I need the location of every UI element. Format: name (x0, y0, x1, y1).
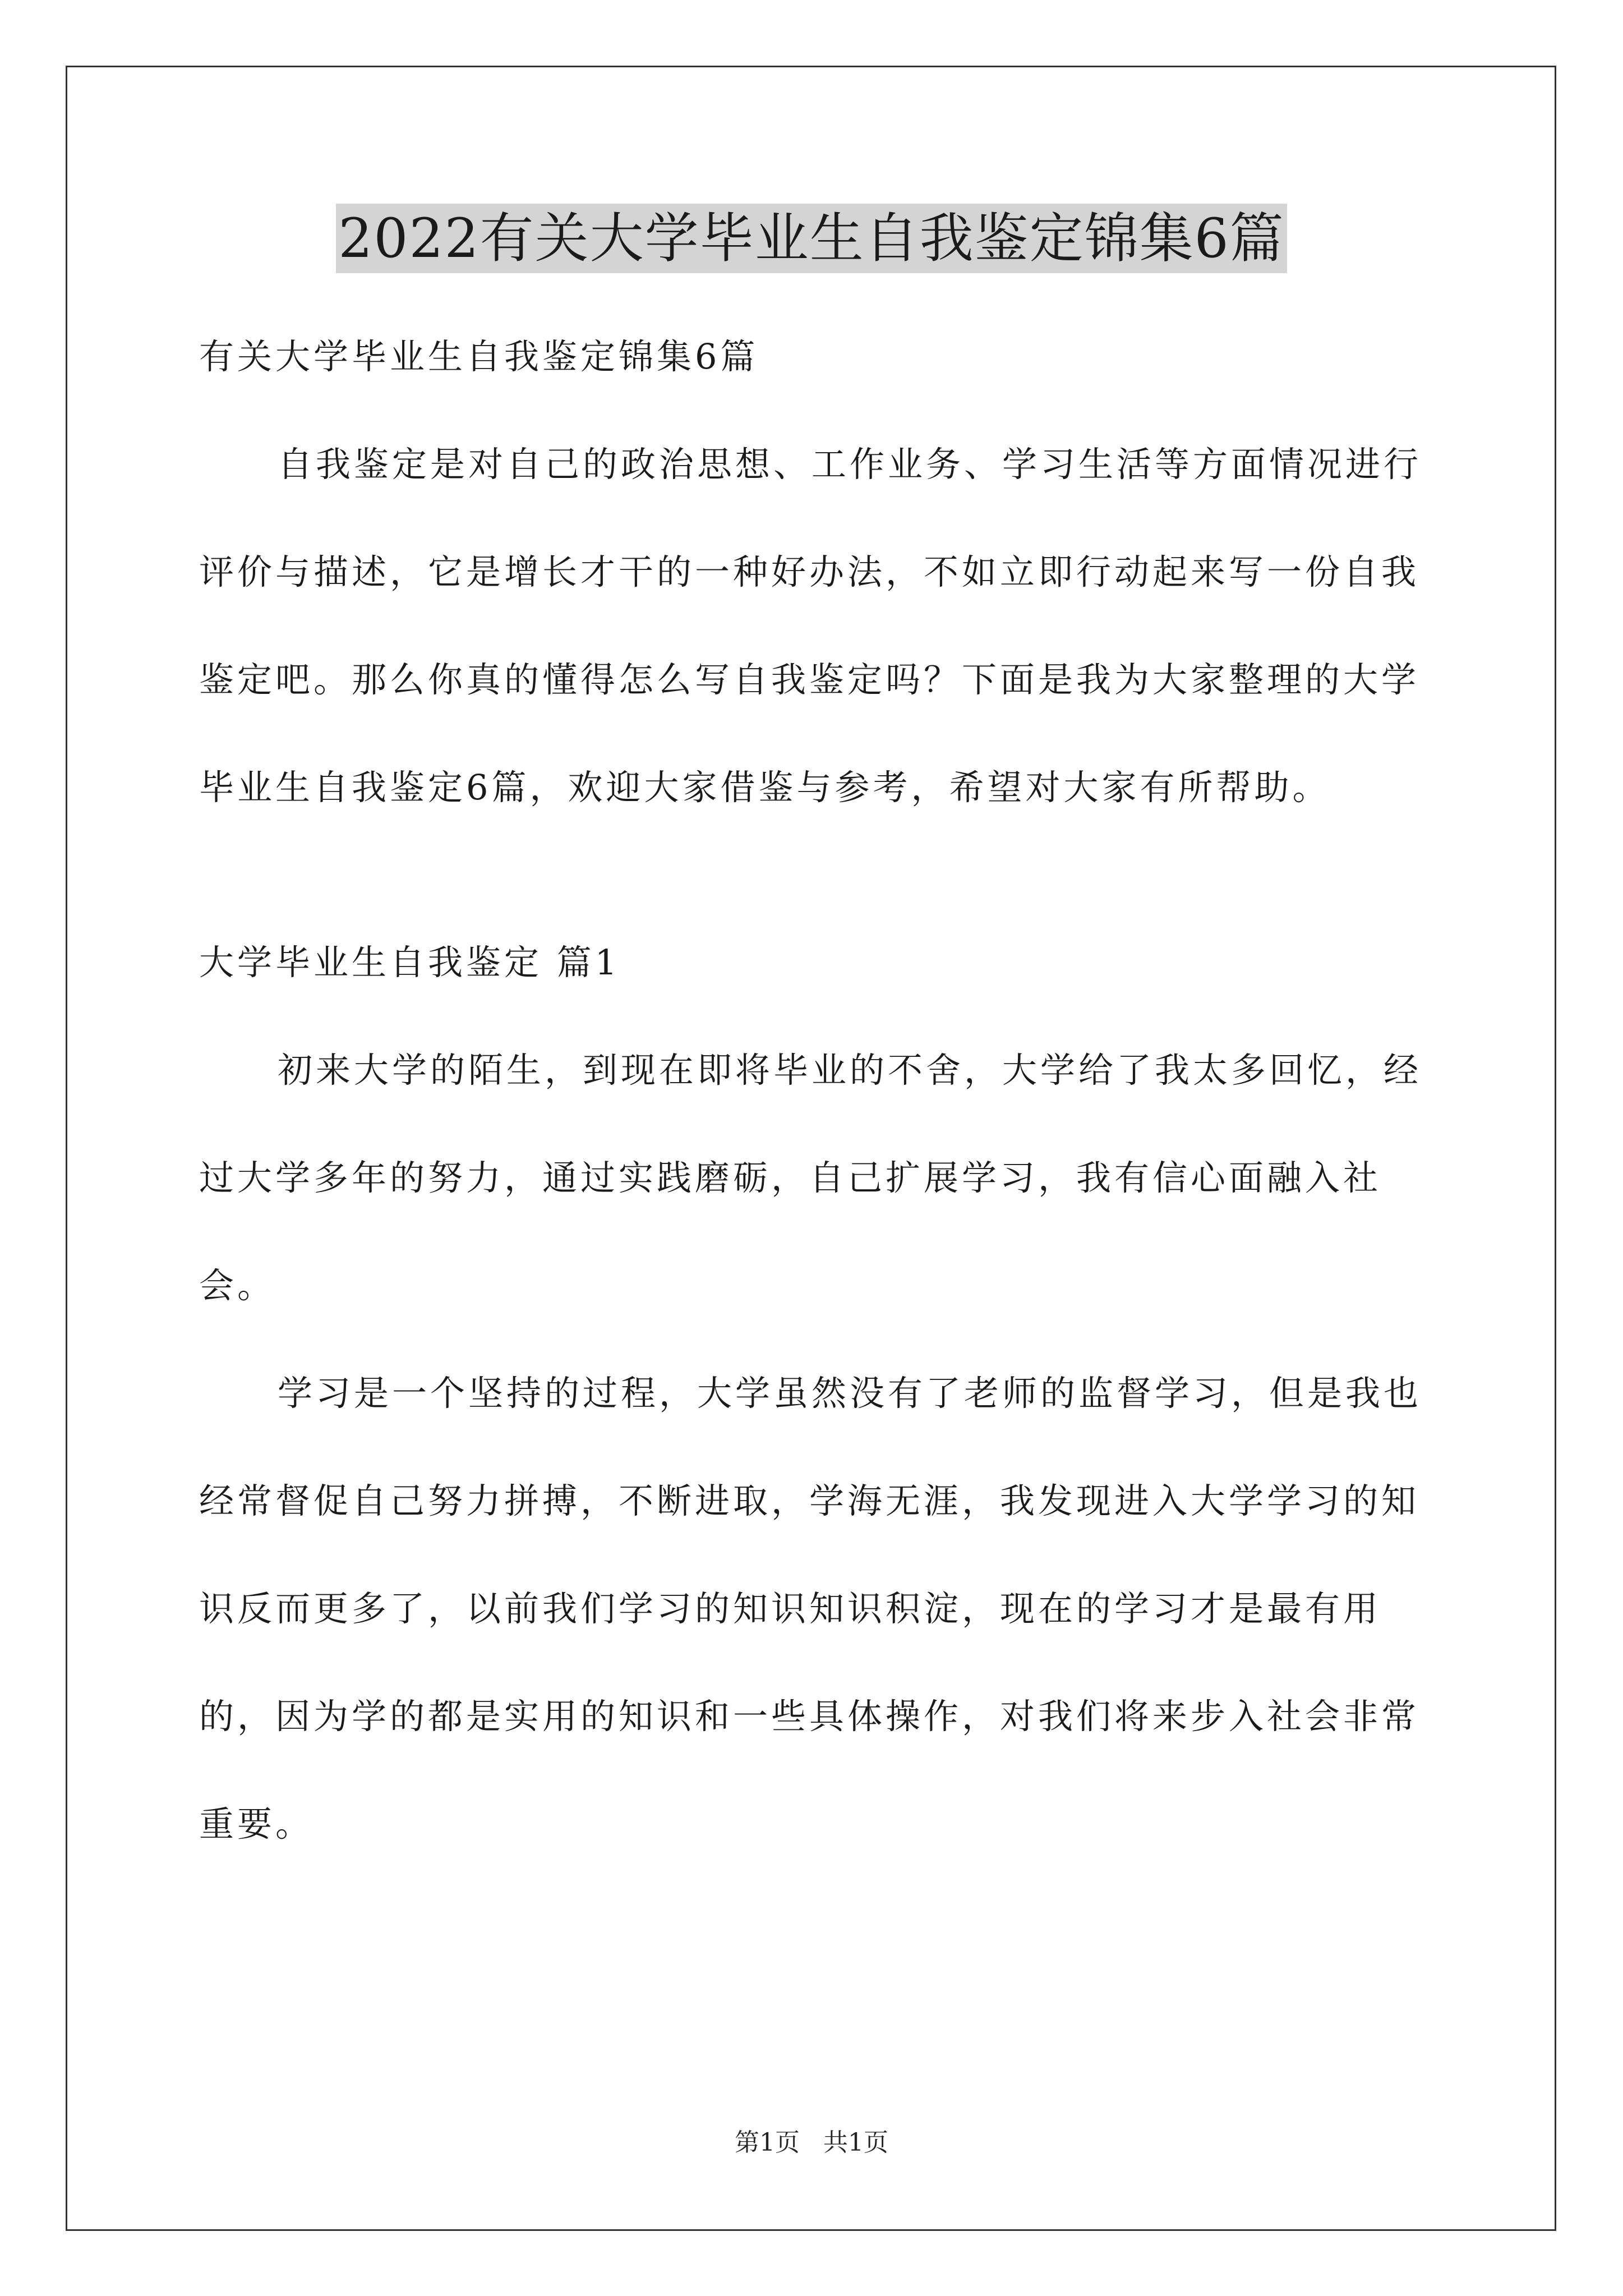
body-paragraph: 学习是一个坚持的过程，大学虽然没有了老师的监督学习，但是我也经常督促自己努力拼搏，不断进取，学海无涯，我发现进入大学学习的知识反而更多了，以前我们学习的知识知识积淀，现在的学习才是最有用的，因为学的都是实用的知识和一些具体操作，对我们将来步入社会非常重要。 (199, 1373, 1422, 1844)
intro-paragraph: 自我鉴定是对自己的政治思想、工作业务、学习生活等方面情况进行评价与描述，它是增长才干的一种好办法，不如立即行动起来写一份自我鉴定吧。那么你真的懂得怎么写自我鉴定吗？下面是我为大家整理的大学毕业生自我鉴定6篇，欢迎大家借鉴与参考，希望对大家有所帮助。 (199, 444, 1422, 808)
section-heading: 大学毕业生自我鉴定 篇1 (199, 942, 621, 983)
document-title (0, 199, 1623, 278)
page-number: 第1页 共1页 (735, 2128, 888, 2157)
document-title-text: 2022有关大学毕业生自我鉴定锦集6篇 (336, 204, 1287, 273)
document-body (199, 303, 1433, 1878)
section-gap (199, 841, 1433, 909)
body-paragraph: 初来大学的陌生，到现在即将毕业的不舍，大学给了我太多回忆，经过大学多年的努力，通过实践磨砺，自己扩展学习，我有信心面融入社会。 (199, 1050, 1422, 1306)
document-subtitle: 有关大学毕业生自我鉴定锦集6篇 (199, 336, 759, 377)
page-footer (0, 2126, 1623, 2160)
